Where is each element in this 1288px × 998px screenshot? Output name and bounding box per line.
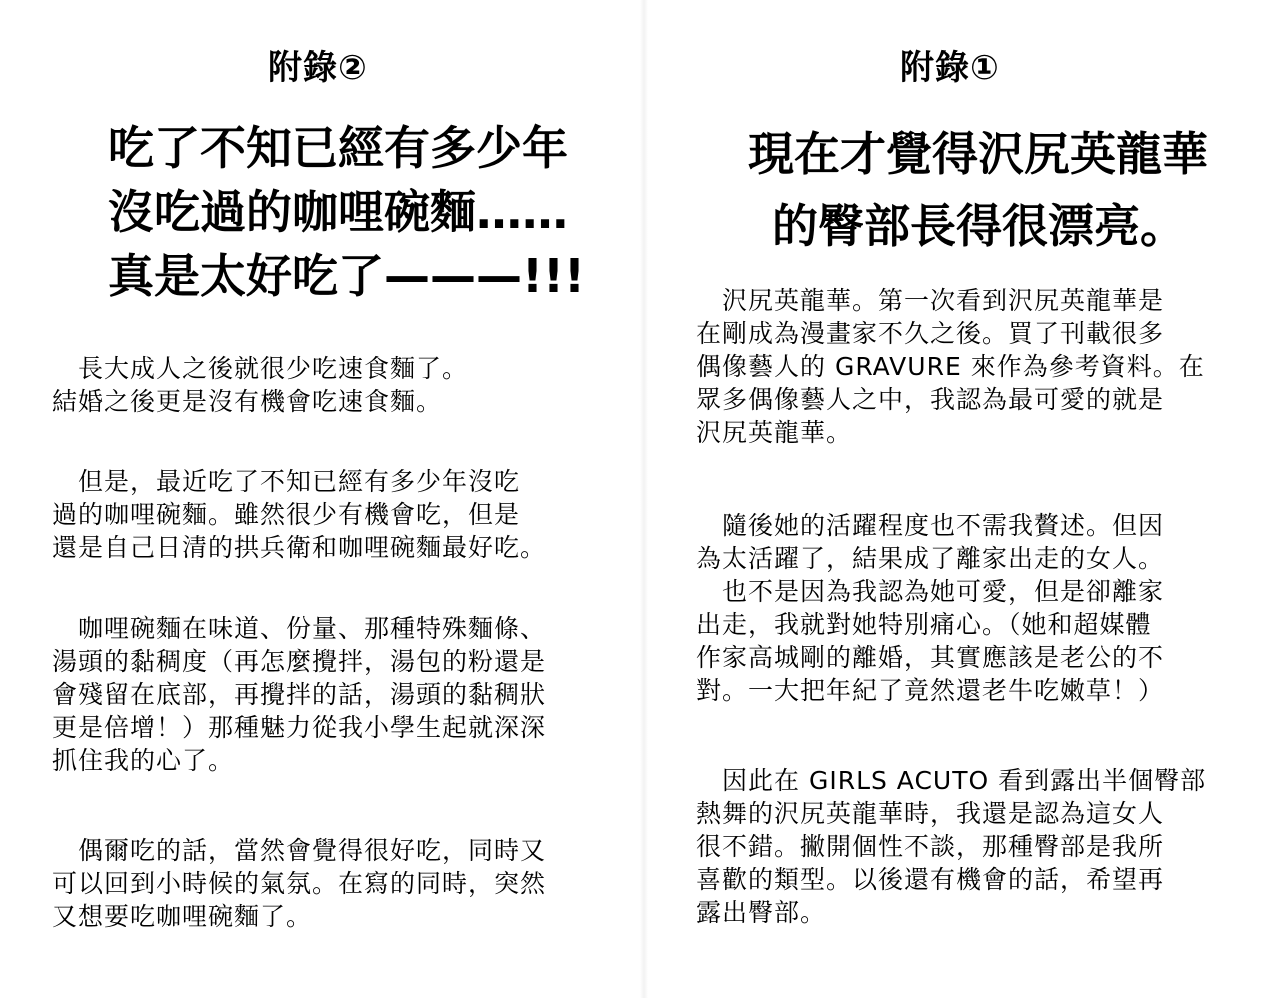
left-page [0,0,640,998]
appendix-2-headline [108,116,585,308]
paragraph [52,834,546,933]
text-line: 又想要吃咖哩碗麵了。 [52,902,313,931]
text-line: 結婚之後更是沒有機會吃速食麵。 [52,387,443,416]
text-line: 沢尻英龍華。第一次看到沢尻英龍華是 [696,286,1165,315]
paragraph [696,509,1164,707]
headline-line: 的臀部長得很漂亮。 [772,199,1186,253]
text-line: 還是自己日清的拱兵衛和咖哩碗麵最好吃。 [52,533,547,562]
text-line: 可以回到小時候的氣氛。在寫的同時，突然 [52,869,547,898]
headline-line: 真是太好吃了———!!! [108,249,585,303]
headline-line: 現在才覺得沢尻英龍華 [748,127,1208,181]
text-line: 在剛成為漫畫家不久之後。買了刊載很多 [696,319,1165,348]
text-line: 長大成人之後就很少吃速食麵了。 [52,354,469,383]
text-line: 熱舞的沢尻英龍華時，我還是認為這女人 [696,799,1165,828]
text-line: 出走，我就對她特別痛心。（她和超媒體 [696,610,1152,639]
text-line: 也不是因為我認為她可愛，但是卻離家 [696,577,1165,606]
paragraph [52,465,546,564]
headline-line: 吃了不知已經有多少年 [108,121,568,175]
page-gutter [640,0,648,998]
paragraph [52,352,468,418]
paragraph [696,284,1205,449]
text-line: 但是，最近吃了不知已經有多少年沒吃 [52,467,521,496]
right-page [648,0,1288,998]
text-line: 作家高城剛的離婚，其實應該是老公的不 [696,643,1165,672]
text-line: 過的咖哩碗麵。雖然很少有機會吃，但是 [52,500,521,529]
text-line: 露出臀部。 [696,898,827,927]
paragraph [52,612,546,777]
text-line: 因此在 GIRLS ACUTO 看到露出半個臀部 [696,766,1207,795]
appendix-2-title: 附錄② [268,48,368,88]
text-line: 很不錯。撇開個性不談，那種臀部是我所 [696,832,1165,861]
paragraph [696,764,1206,929]
text-line: 沢尻英龍華。 [696,418,853,447]
text-line: 喜歡的類型。以後還有機會的話，希望再 [696,865,1165,894]
text-line: 眾多偶像藝人之中，我認為最可愛的就是 [696,385,1165,414]
appendix-1-title: 附錄① [900,48,1000,88]
text-line: 偶爾吃的話，當然會覺得很好吃，同時又 [52,836,547,865]
text-line: 抓住我的心了。 [52,746,235,775]
text-line: 對。一大把年紀了竟然還老牛吃嫩草！） [696,676,1165,705]
text-line: 會殘留在底部，再攪拌的話，湯頭的黏稠狀 [52,680,547,709]
text-line: 更是倍增！）那種魅力從我小學生起就深深 [52,713,547,742]
text-line: 咖哩碗麵在味道、份量、那種特殊麵條、 [52,614,547,643]
text-line: 偶像藝人的 GRAVURE 來作為參考資料。在 [696,352,1205,381]
headline-line: 沒吃過的咖哩碗麵…… [108,185,568,239]
appendix-1-headline [748,118,1208,262]
text-line: 隨後她的活躍程度也不需我贅述。但因 [696,511,1165,540]
text-line: 湯頭的黏稠度（再怎麼攪拌，湯包的粉還是 [52,647,547,676]
text-line: 為太活躍了，結果成了離家出走的女人。 [696,544,1165,573]
